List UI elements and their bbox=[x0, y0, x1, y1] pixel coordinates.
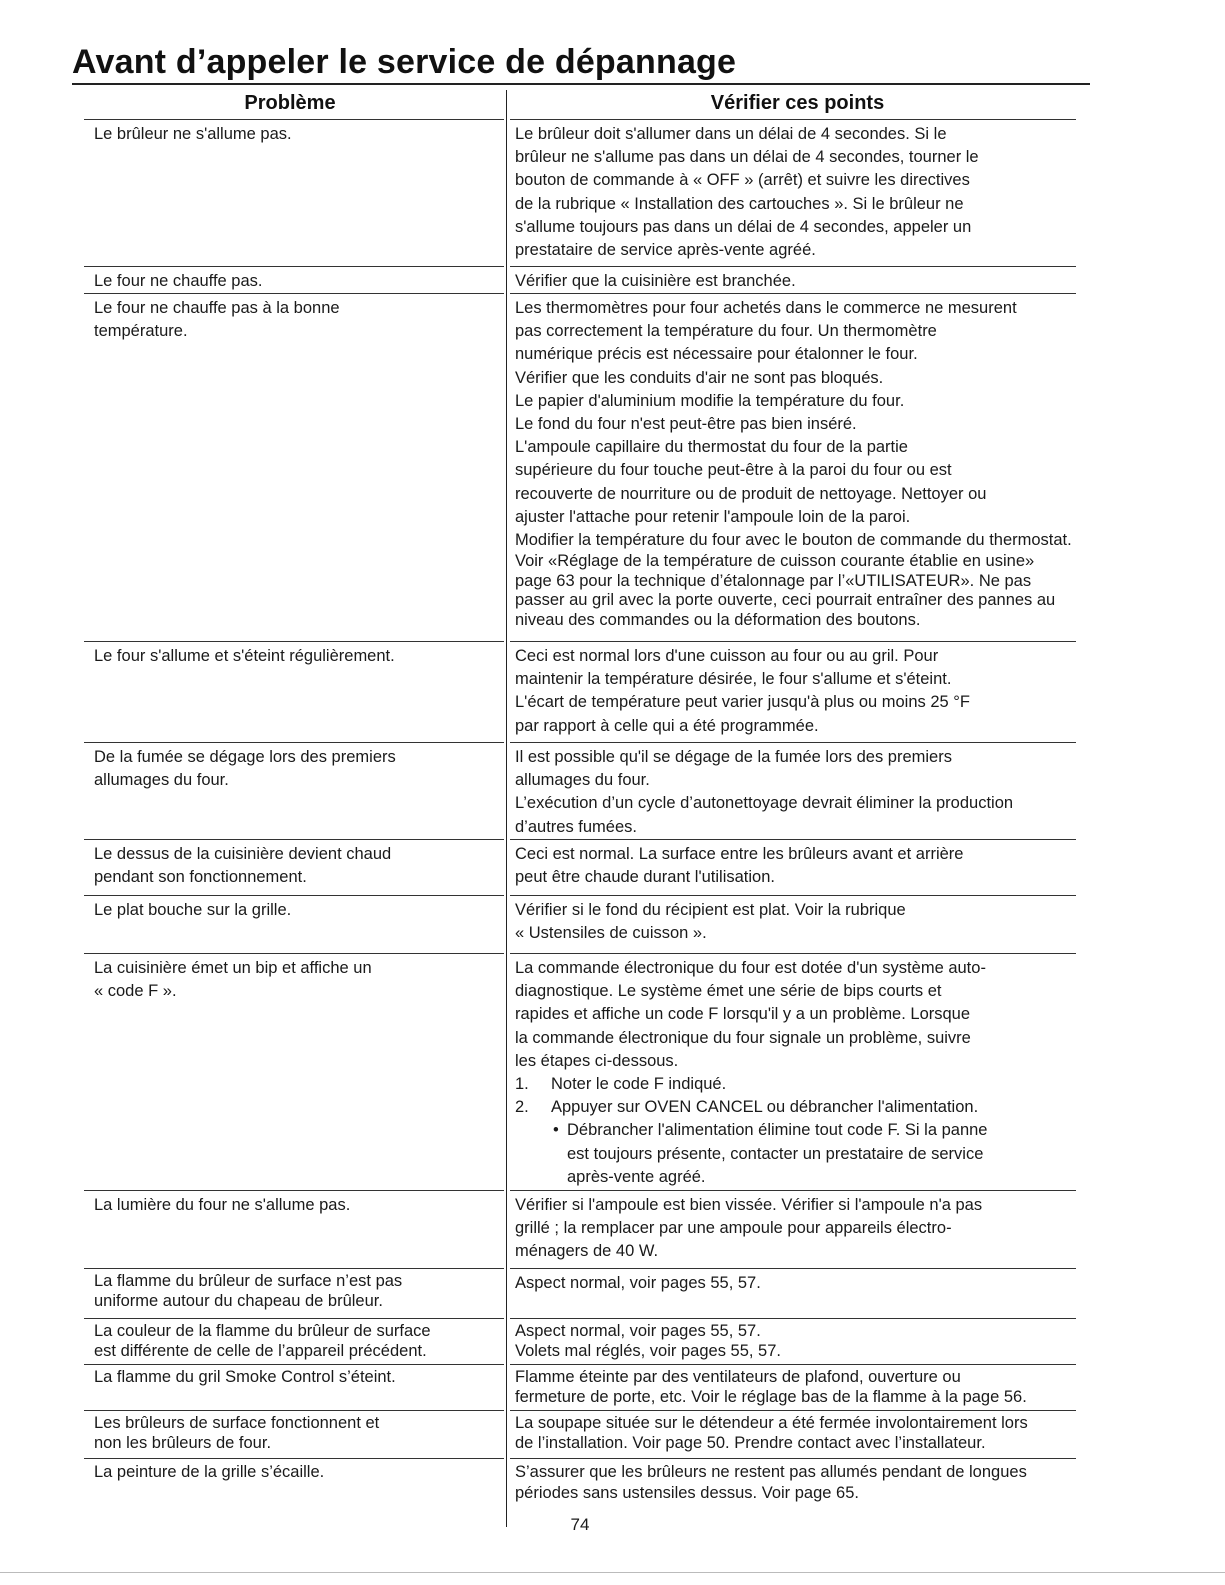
solution-text: niveau des commandes ou la déformation des boutons. bbox=[515, 611, 921, 630]
problem-text: uniforme autour du chapeau de brûleur. bbox=[94, 1291, 383, 1310]
solution-text: Volets mal réglés, voir pages 55, 57. bbox=[515, 1341, 781, 1360]
bullet-text: après-vente agréé. bbox=[567, 1167, 706, 1186]
solution-cell bbox=[515, 1368, 1155, 1407]
problem-cell bbox=[94, 1462, 504, 1483]
bullet-text: est toujours présente, contacter un prestataire de service bbox=[567, 1144, 984, 1163]
solution-text: Vérifier que la cuisinière est branchée. bbox=[515, 272, 796, 290]
problem-cell bbox=[94, 123, 504, 146]
solution-text: Aspect normal, voir pages 55, 57. bbox=[515, 1322, 761, 1340]
row-rule bbox=[510, 1268, 1076, 1269]
row-rule bbox=[84, 1364, 504, 1365]
row-rule bbox=[510, 953, 1076, 954]
solution-text: ajuster l'attache pour retenir l'ampoule loin de la paroi. bbox=[515, 507, 911, 526]
row-rule bbox=[84, 1318, 504, 1319]
problem-cell bbox=[94, 1414, 504, 1453]
row-rule bbox=[510, 641, 1076, 642]
problem-text: « code F ». bbox=[94, 982, 177, 1001]
numbered-step bbox=[515, 1073, 1155, 1096]
solution-cell bbox=[515, 123, 1155, 262]
solution-text: peut être chaude durant l'utilisation. bbox=[515, 868, 775, 887]
solution-text: de l’installation. Voir page 50. Prendre contact avec l’installateur. bbox=[515, 1433, 986, 1452]
problem-text: Le brûleur ne s'allume pas. bbox=[94, 125, 292, 143]
solution-text: L'ampoule capillaire du thermostat du four de la partie bbox=[515, 438, 908, 457]
row-rule bbox=[84, 119, 504, 120]
problem-cell bbox=[94, 297, 504, 343]
bullet-text: Débrancher l'alimentation élimine tout code F. Si la panne bbox=[567, 1121, 988, 1140]
solution-cell bbox=[515, 1272, 1155, 1295]
problem-cell bbox=[94, 270, 504, 293]
problem-text: pendant son fonctionnement. bbox=[94, 868, 307, 887]
row-rule bbox=[84, 641, 504, 642]
step-number: 1. bbox=[515, 1075, 529, 1094]
solution-text: S’assurer que les brûleurs ne restent pas allumés pendant de longues bbox=[515, 1463, 1027, 1481]
row-rule bbox=[510, 1458, 1076, 1459]
solution-text: Modifier la température du four avec le bouton de commande du thermostat. bbox=[515, 531, 1072, 550]
problem-cell bbox=[94, 899, 504, 922]
problem-text: Le four ne chauffe pas à la bonne bbox=[94, 299, 340, 317]
solution-text: Flamme éteinte par des ventilateurs de plafond, ouverture ou bbox=[515, 1368, 961, 1386]
row-rule bbox=[510, 742, 1076, 743]
solution-text: diagnostique. Le système émet une série de bips courts et bbox=[515, 982, 942, 1001]
numbered-step bbox=[515, 1096, 1155, 1119]
footer-rule bbox=[0, 1572, 1225, 1573]
solution-text: « Ustensiles de cuisson ». bbox=[515, 924, 707, 943]
problem-cell bbox=[94, 843, 504, 889]
solution-cell bbox=[515, 1194, 1155, 1264]
solution-text: Vérifier si l'ampoule est bien vissée. Vérifier si l'ampoule n'a pas bbox=[515, 1196, 983, 1214]
solution-text: Vérifier si le fond du récipient est plat. Voir la rubrique bbox=[515, 901, 906, 919]
column-header-problem: Problème bbox=[244, 92, 336, 114]
solution-cell bbox=[515, 1322, 1155, 1361]
row-rule bbox=[84, 266, 504, 267]
problem-text: La cuisinière émet un bip et affiche un bbox=[94, 959, 372, 977]
row-rule bbox=[510, 1318, 1076, 1319]
problem-text: Le four ne chauffe pas. bbox=[94, 272, 263, 290]
page-title: Avant d’appeler le service de dépannage bbox=[72, 43, 737, 81]
problem-text: Le plat bouche sur la grille. bbox=[94, 901, 292, 919]
problem-text: La flamme du gril Smoke Control s’éteint. bbox=[94, 1368, 396, 1386]
problem-cell bbox=[94, 1322, 504, 1361]
solution-cell bbox=[515, 1414, 1155, 1453]
solution-text: Il est possible qu'il se dégage de la fumée lors des premiers bbox=[515, 748, 952, 766]
problem-cell bbox=[94, 1368, 504, 1388]
problem-cell bbox=[94, 746, 504, 792]
bullet-icon: • bbox=[553, 1121, 559, 1140]
solution-text: Vérifier que les conduits d'air ne sont pas bloqués. bbox=[515, 368, 884, 387]
solution-text: page 63 pour la technique d’étalonnage par l’«UTILISATEUR». Ne pas bbox=[515, 571, 1032, 590]
row-rule bbox=[84, 1190, 504, 1191]
problem-text: La lumière du four ne s'allume pas. bbox=[94, 1196, 351, 1214]
solution-text: bouton de commande à « OFF » (arrêt) et suivre les directives bbox=[515, 171, 970, 190]
solution-text: L’exécution d’un cycle d’autonettoyage devrait éliminer la production bbox=[515, 794, 1014, 813]
solution-text: Ceci est normal lors d'une cuisson au four ou au gril. Pour bbox=[515, 647, 939, 665]
problem-cell bbox=[94, 957, 504, 1003]
solution-text: recouverte de nourriture ou de produit de nettoyage. Nettoyer ou bbox=[515, 484, 987, 503]
solution-text: passer au gril avec la porte ouverte, ceci pourrait entraîner des pannes au bbox=[515, 591, 1056, 610]
solution-text: d’autres fumées. bbox=[515, 817, 637, 836]
solution-text: ménagers de 40 W. bbox=[515, 1242, 659, 1261]
problem-text: est différente de celle de l’appareil précédent. bbox=[94, 1341, 427, 1360]
row-rule bbox=[84, 293, 504, 294]
problem-cell bbox=[94, 645, 504, 668]
step-text: Appuyer sur OVEN CANCEL ou débrancher l'alimentation. bbox=[551, 1098, 979, 1117]
solution-text: les étapes ci-dessous. bbox=[515, 1051, 679, 1070]
row-rule bbox=[84, 839, 504, 840]
solution-text: Voir «Réglage de la température de cuisson courante établie en usine» bbox=[515, 552, 1035, 571]
solution-text: La commande électronique du four est dotée d'un système auto- bbox=[515, 959, 986, 977]
column-header-verify: Vérifier ces points bbox=[710, 92, 885, 114]
row-rule bbox=[510, 1364, 1076, 1365]
solution-text: La soupape située sur le détendeur a été fermée involontairement lors bbox=[515, 1414, 1028, 1432]
solution-cell bbox=[515, 899, 1155, 945]
row-rule bbox=[84, 742, 504, 743]
row-rule bbox=[84, 1410, 504, 1411]
solution-text: par rapport à celle qui a été programmée. bbox=[515, 716, 819, 735]
row-rule bbox=[84, 953, 504, 954]
solution-cell bbox=[515, 270, 1155, 293]
problem-text: température. bbox=[94, 322, 188, 341]
problem-text: non les brûleurs de four. bbox=[94, 1433, 272, 1452]
solution-text: Le papier d'aluminium modifie la température du four. bbox=[515, 391, 905, 410]
problem-text: Le four s'allume et s'éteint régulièrement. bbox=[94, 647, 395, 665]
solution-text: L'écart de température peut varier jusqu'à plus ou moins 25 °F bbox=[515, 693, 970, 712]
solution-text: Ceci est normal. La surface entre les brûleurs avant et arrière bbox=[515, 845, 964, 863]
row-rule bbox=[510, 266, 1076, 267]
solution-text: pas correctement la température du four. Un thermomètre bbox=[515, 322, 937, 341]
column-divider bbox=[506, 90, 507, 1527]
row-rule bbox=[84, 1458, 504, 1459]
step-number: 2. bbox=[515, 1098, 529, 1117]
problem-text: Les brûleurs de surface fonctionnent et bbox=[94, 1414, 380, 1432]
row-rule bbox=[510, 895, 1076, 896]
solution-text: grillé ; la remplacer par une ampoule pour appareils électro- bbox=[515, 1219, 952, 1238]
solution-text: Aspect normal, voir pages 55, 57. bbox=[515, 1274, 761, 1292]
problem-text: La flamme du brûleur de surface n’est pas bbox=[94, 1272, 403, 1290]
solution-cell bbox=[515, 645, 1155, 738]
solution-cell bbox=[515, 957, 1155, 1189]
solution-cell bbox=[515, 1462, 1155, 1503]
solution-text: allumages du four. bbox=[515, 771, 650, 790]
title-rule bbox=[72, 83, 1090, 85]
solution-text: numérique précis est nécessaire pour étalonner le four. bbox=[515, 345, 918, 364]
solution-text: Les thermomètres pour four achetés dans le commerce ne mesurent bbox=[515, 299, 1017, 317]
row-rule bbox=[510, 1190, 1076, 1191]
bullet-item bbox=[515, 1119, 1155, 1142]
row-rule bbox=[510, 1410, 1076, 1411]
row-rule bbox=[84, 1268, 504, 1269]
solution-text: de la rubrique « Installation des cartouches ». Si le brûleur ne bbox=[515, 194, 964, 213]
problem-text: La couleur de la flamme du brûleur de surface bbox=[94, 1322, 431, 1340]
problem-text: De la fumée se dégage lors des premiers bbox=[94, 748, 396, 766]
solution-cell bbox=[515, 297, 1155, 631]
solution-text: s'allume toujours pas dans un délai de 4 secondes, appeler un bbox=[515, 217, 972, 236]
solution-text: prestataire de service après-vente agréé. bbox=[515, 241, 816, 260]
row-rule bbox=[510, 119, 1076, 120]
solution-cell bbox=[515, 746, 1155, 839]
solution-text: Le brûleur doit s'allumer dans un délai de 4 secondes. Si le bbox=[515, 125, 947, 143]
solution-text: brûleur ne s'allume pas dans un délai de 4 secondes, tourner le bbox=[515, 148, 979, 167]
solution-text: Le fond du four n'est peut-être pas bien inséré. bbox=[515, 415, 857, 434]
solution-text: la commande électronique du four signale un problème, suivre bbox=[515, 1028, 971, 1047]
page-number: 74 bbox=[570, 1515, 590, 1534]
problem-cell bbox=[94, 1194, 504, 1217]
solution-text: rapides et affiche un code F lorsqu'il y a un problème. Lorsque bbox=[515, 1005, 971, 1024]
problem-text: Le dessus de la cuisinière devient chaud bbox=[94, 845, 392, 863]
problem-text: La peinture de la grille s’écaille. bbox=[94, 1463, 325, 1481]
solution-cell bbox=[515, 843, 1155, 889]
step-text: Noter le code F indiqué. bbox=[551, 1075, 727, 1094]
solution-text-block bbox=[515, 552, 1155, 630]
row-rule bbox=[510, 293, 1076, 294]
problem-cell bbox=[94, 1272, 504, 1311]
solution-text: fermeture de porte, etc. Voir le réglage bas de la flamme à la page 56. bbox=[515, 1387, 1027, 1406]
solution-text: périodes sans ustensiles dessus. Voir page 65. bbox=[515, 1483, 859, 1502]
problem-text: allumages du four. bbox=[94, 771, 229, 790]
row-rule bbox=[510, 839, 1076, 840]
solution-text: supérieure du four touche peut-être à la paroi du four ou est bbox=[515, 461, 952, 480]
row-rule bbox=[84, 895, 504, 896]
solution-text: maintenir la température désirée, le four s'allume et s'éteint. bbox=[515, 670, 952, 689]
